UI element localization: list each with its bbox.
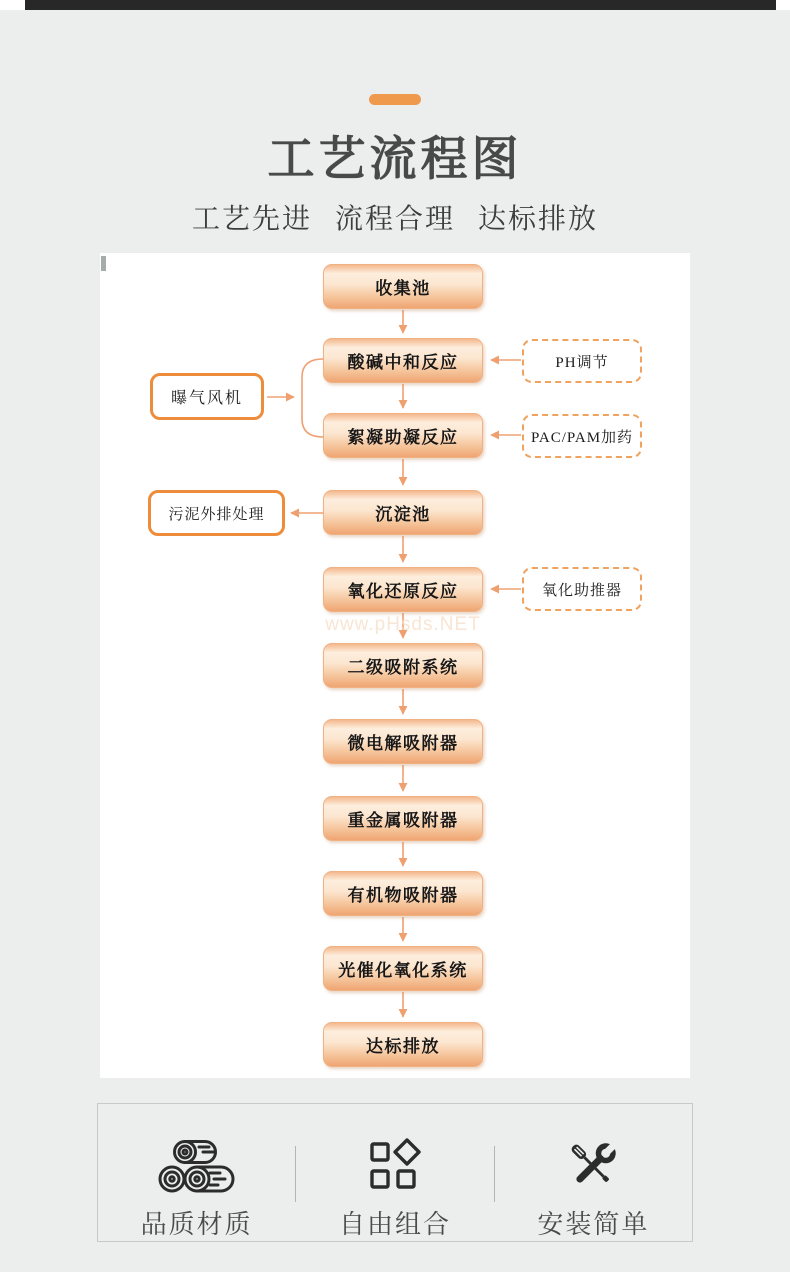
box-aeration-blower: 曝气风机 [150, 373, 264, 420]
page-title: 工艺流程图 [267, 132, 523, 185]
flow-step-photocatalytic: 光催化氧化系统 [323, 946, 483, 991]
flow-step-heavy-metal: 重金属吸附器 [323, 796, 483, 841]
modules-icon [367, 1137, 423, 1195]
input-ph-adjust: PH调节 [522, 339, 642, 383]
feature-free-combination [296, 1104, 493, 1241]
panel-corner-tick [101, 256, 106, 271]
flow-step-secondary-adsorption: 二级吸附系统 [323, 643, 483, 688]
feature-easy-install [495, 1104, 692, 1241]
flow-step-redox-reaction: 氧化还原反应 [323, 567, 483, 612]
box-sludge-treatment: 污泥外排处理 [148, 490, 285, 536]
flow-step-neutralization: 酸碱中和反应 [323, 338, 483, 383]
tools-icon [563, 1137, 623, 1195]
features-bar [97, 1103, 693, 1242]
feature-label: 品质材质 [140, 1209, 253, 1239]
flowchart-panel [100, 253, 690, 1078]
flow-step-collection-pool: 收集池 [323, 264, 483, 309]
accent-dash [369, 94, 421, 105]
feature-label: 自由组合 [338, 1209, 451, 1239]
input-pac-pam: PAC/PAM加药 [522, 414, 642, 458]
watermark: www.pHsds.NET [325, 614, 481, 635]
feature-quality-material [98, 1104, 295, 1241]
input-oxidant: 氧化助推器 [522, 567, 642, 611]
feature-label: 安装简单 [537, 1209, 650, 1239]
top-strip [0, 0, 790, 10]
page-subtitle: 工艺先进 流程合理 达标排放 [191, 204, 598, 235]
flow-step-flocculation: 絮凝助凝反应 [323, 413, 483, 458]
flow-step-microelectrolysis: 微电解吸附器 [323, 719, 483, 764]
flow-step-sedimentation: 沉淀池 [323, 490, 483, 535]
flow-step-discharge: 达标排放 [323, 1022, 483, 1067]
logs-icon [157, 1137, 237, 1195]
flow-step-organic-adsorber: 有机物吸附器 [323, 871, 483, 916]
top-bar [25, 0, 776, 10]
